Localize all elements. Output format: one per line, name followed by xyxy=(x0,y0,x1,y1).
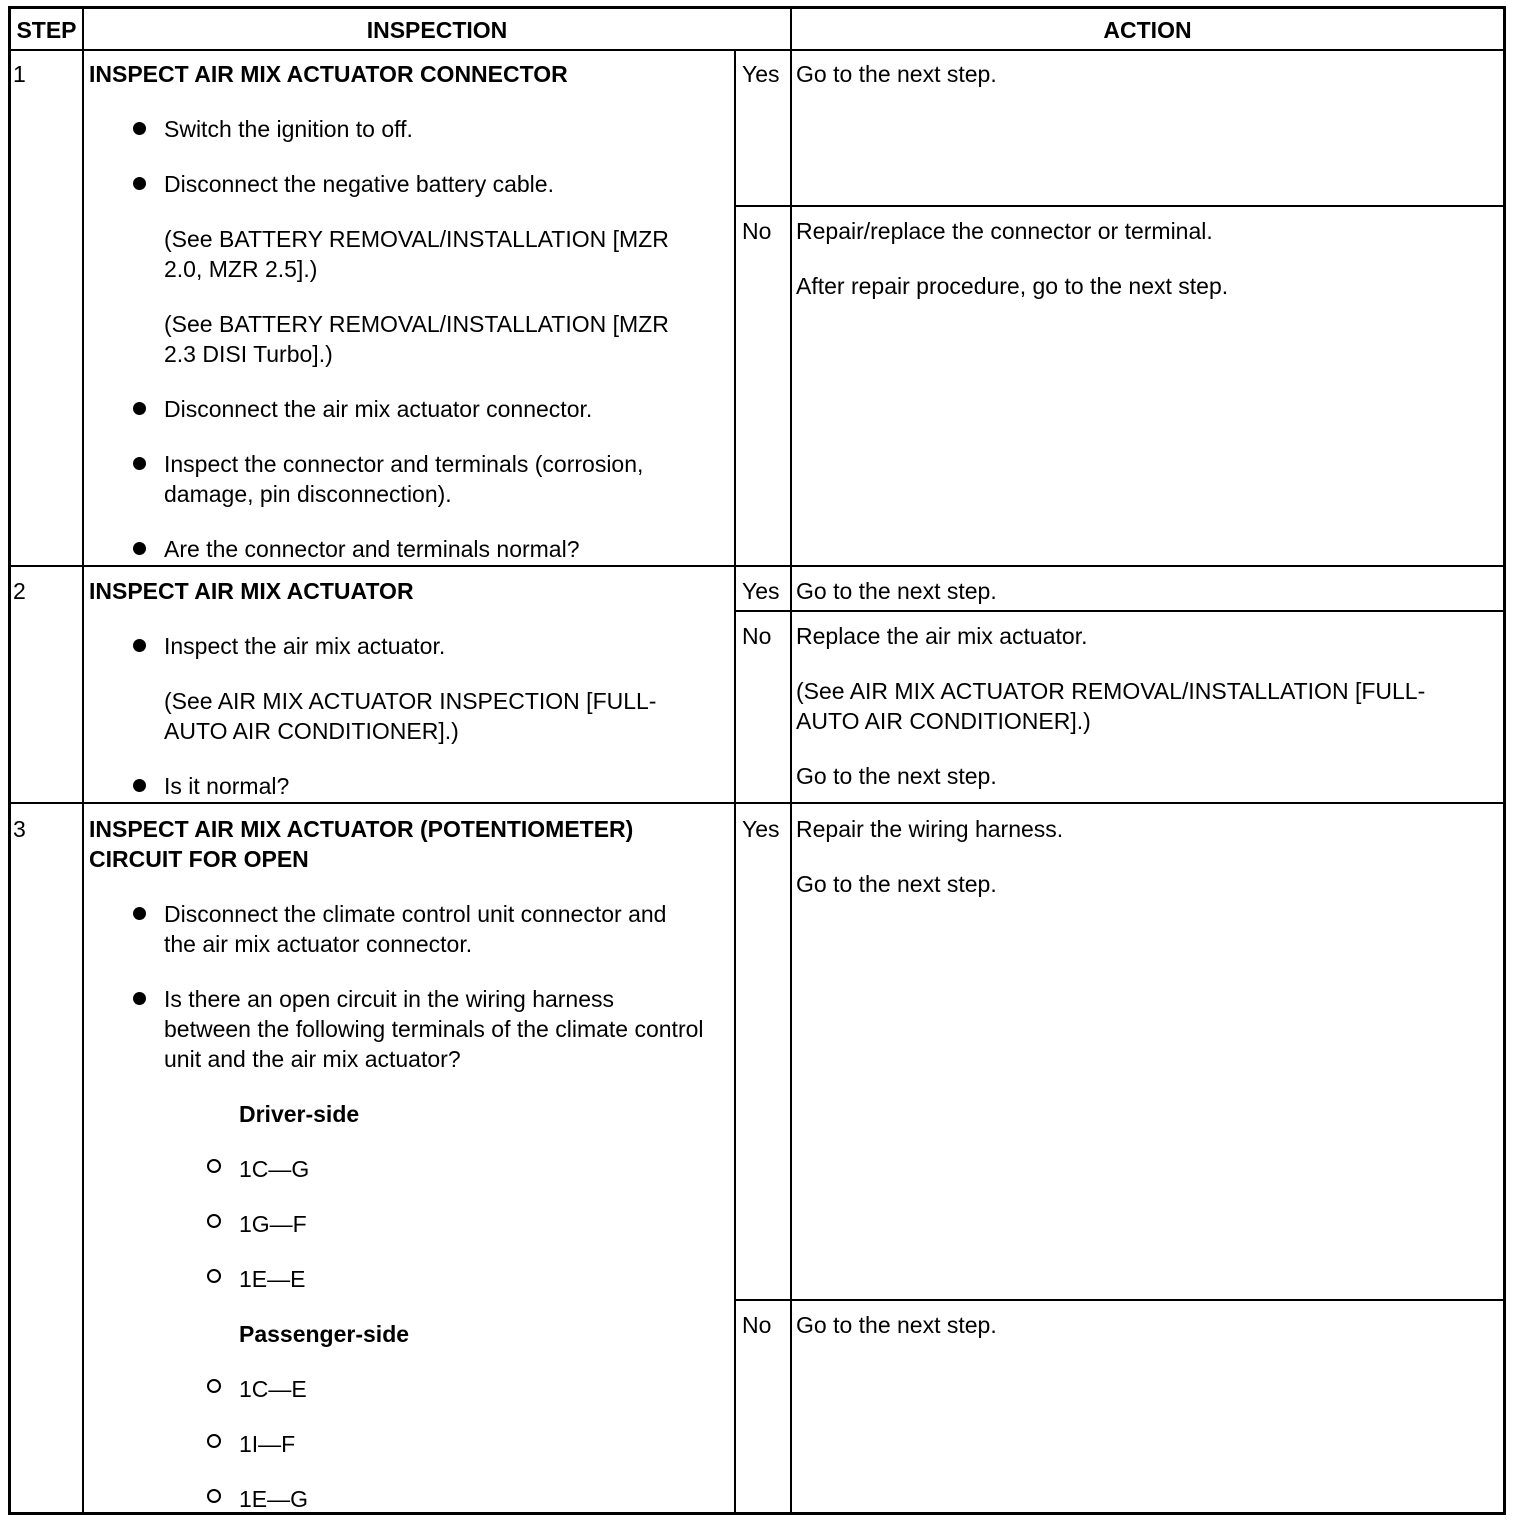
terminal-pair: 1E—E xyxy=(239,1266,306,1292)
action-text: Repair/replace the connector or terminal. xyxy=(796,218,1213,244)
no-label: No xyxy=(742,218,772,244)
bullet-icon xyxy=(133,457,146,470)
terminal-pair: 1I—F xyxy=(239,1431,296,1457)
bullet-icon xyxy=(133,177,146,190)
terminal-pair: 1E—G xyxy=(239,1486,309,1512)
bullet-icon xyxy=(133,907,146,920)
action-text: Go to the next step. xyxy=(796,61,997,87)
reference-note: (See AIR MIX ACTUATOR INSPECTION [FULL-AUTO AIR CONDITIONER].) xyxy=(164,688,657,744)
circle-bullet-icon xyxy=(207,1434,221,1448)
circle-bullet-icon xyxy=(207,1269,221,1283)
row-divider-1-2 xyxy=(11,565,1503,567)
no-label: No xyxy=(742,1312,772,1338)
inspection-item: Inspect the connector and terminals (corrosion, damage, pin disconnection). xyxy=(164,451,644,507)
action-text: Go to the next step. xyxy=(796,1312,997,1338)
step-title: INSPECT AIR MIX ACTUATOR (POTENTIOMETER) CIRCUIT FOR OPEN xyxy=(89,816,634,872)
action-text: Go to the next step. xyxy=(796,871,997,897)
column-divider-action xyxy=(790,9,792,1512)
header-step: STEP xyxy=(16,17,77,43)
step3-yes-no-divider xyxy=(734,1299,1503,1301)
action-text: (See AIR MIX ACTUATOR REMOVAL/INSTALLATION [FULL-AUTO AIR CONDITIONER].) xyxy=(796,678,1426,734)
step1-yes-no-divider xyxy=(734,205,1503,207)
action-text: Replace the air mix actuator. xyxy=(796,623,1088,649)
reference-note: (See BATTERY REMOVAL/INSTALLATION [MZR 2.0, MZR 2.5].) xyxy=(164,226,669,282)
step-number: 3 xyxy=(13,816,26,842)
yes-label: Yes xyxy=(742,816,780,842)
step2-yes-no-divider xyxy=(734,610,1503,612)
column-divider-step xyxy=(82,9,84,1512)
circle-bullet-icon xyxy=(207,1159,221,1173)
inspection-table xyxy=(8,6,1506,1515)
yes-label: Yes xyxy=(742,61,780,87)
terminal-pair: 1G—F xyxy=(239,1211,307,1237)
inspection-item: Is it normal? xyxy=(164,773,290,799)
column-divider-yesno xyxy=(734,49,736,1512)
inspection-item: Are the connector and terminals normal? xyxy=(164,536,580,562)
header-divider xyxy=(11,49,1503,51)
inspection-item: Switch the ignition to off. xyxy=(164,116,413,142)
step-number: 1 xyxy=(13,61,26,87)
action-text: Go to the next step. xyxy=(796,763,997,789)
terminal-pair: 1C—E xyxy=(239,1376,307,1402)
row-divider-2-3 xyxy=(11,802,1503,804)
reference-note: (See BATTERY REMOVAL/INSTALLATION [MZR 2.3 DISI Turbo].) xyxy=(164,311,669,367)
driver-side-heading: Driver-side xyxy=(239,1101,360,1127)
circle-bullet-icon xyxy=(207,1214,221,1228)
header-inspection: INSPECTION xyxy=(366,17,508,43)
inspection-item: Disconnect the climate control unit connector and the air mix actuator connector. xyxy=(164,901,667,957)
step-title: INSPECT AIR MIX ACTUATOR xyxy=(89,578,414,604)
header-action: ACTION xyxy=(1103,17,1192,43)
inspection-item: Disconnect the negative battery cable. xyxy=(164,171,554,197)
passenger-side-heading: Passenger-side xyxy=(239,1321,410,1347)
inspection-item: Disconnect the air mix actuator connector. xyxy=(164,396,593,422)
action-text: Repair the wiring harness. xyxy=(796,816,1064,842)
bullet-icon xyxy=(133,779,146,792)
step-title: INSPECT AIR MIX ACTUATOR CONNECTOR xyxy=(89,61,568,87)
inspection-item: Inspect the air mix actuator. xyxy=(164,633,446,659)
yes-label: Yes xyxy=(742,578,780,604)
bullet-icon xyxy=(133,402,146,415)
bullet-icon xyxy=(133,992,146,1005)
terminal-pair: 1C—G xyxy=(239,1156,310,1182)
step-number: 2 xyxy=(13,578,26,604)
no-label: No xyxy=(742,623,772,649)
inspection-item: Is there an open circuit in the wiring harness between the following terminals of the climate control unit and the air mix actuator? xyxy=(164,986,704,1072)
action-text: Go to the next step. xyxy=(796,578,997,604)
bullet-icon xyxy=(133,639,146,652)
bullet-icon xyxy=(133,122,146,135)
circle-bullet-icon xyxy=(207,1379,221,1393)
action-text: After repair procedure, go to the next step. xyxy=(796,273,1229,299)
bullet-icon xyxy=(133,542,146,555)
circle-bullet-icon xyxy=(207,1489,221,1503)
